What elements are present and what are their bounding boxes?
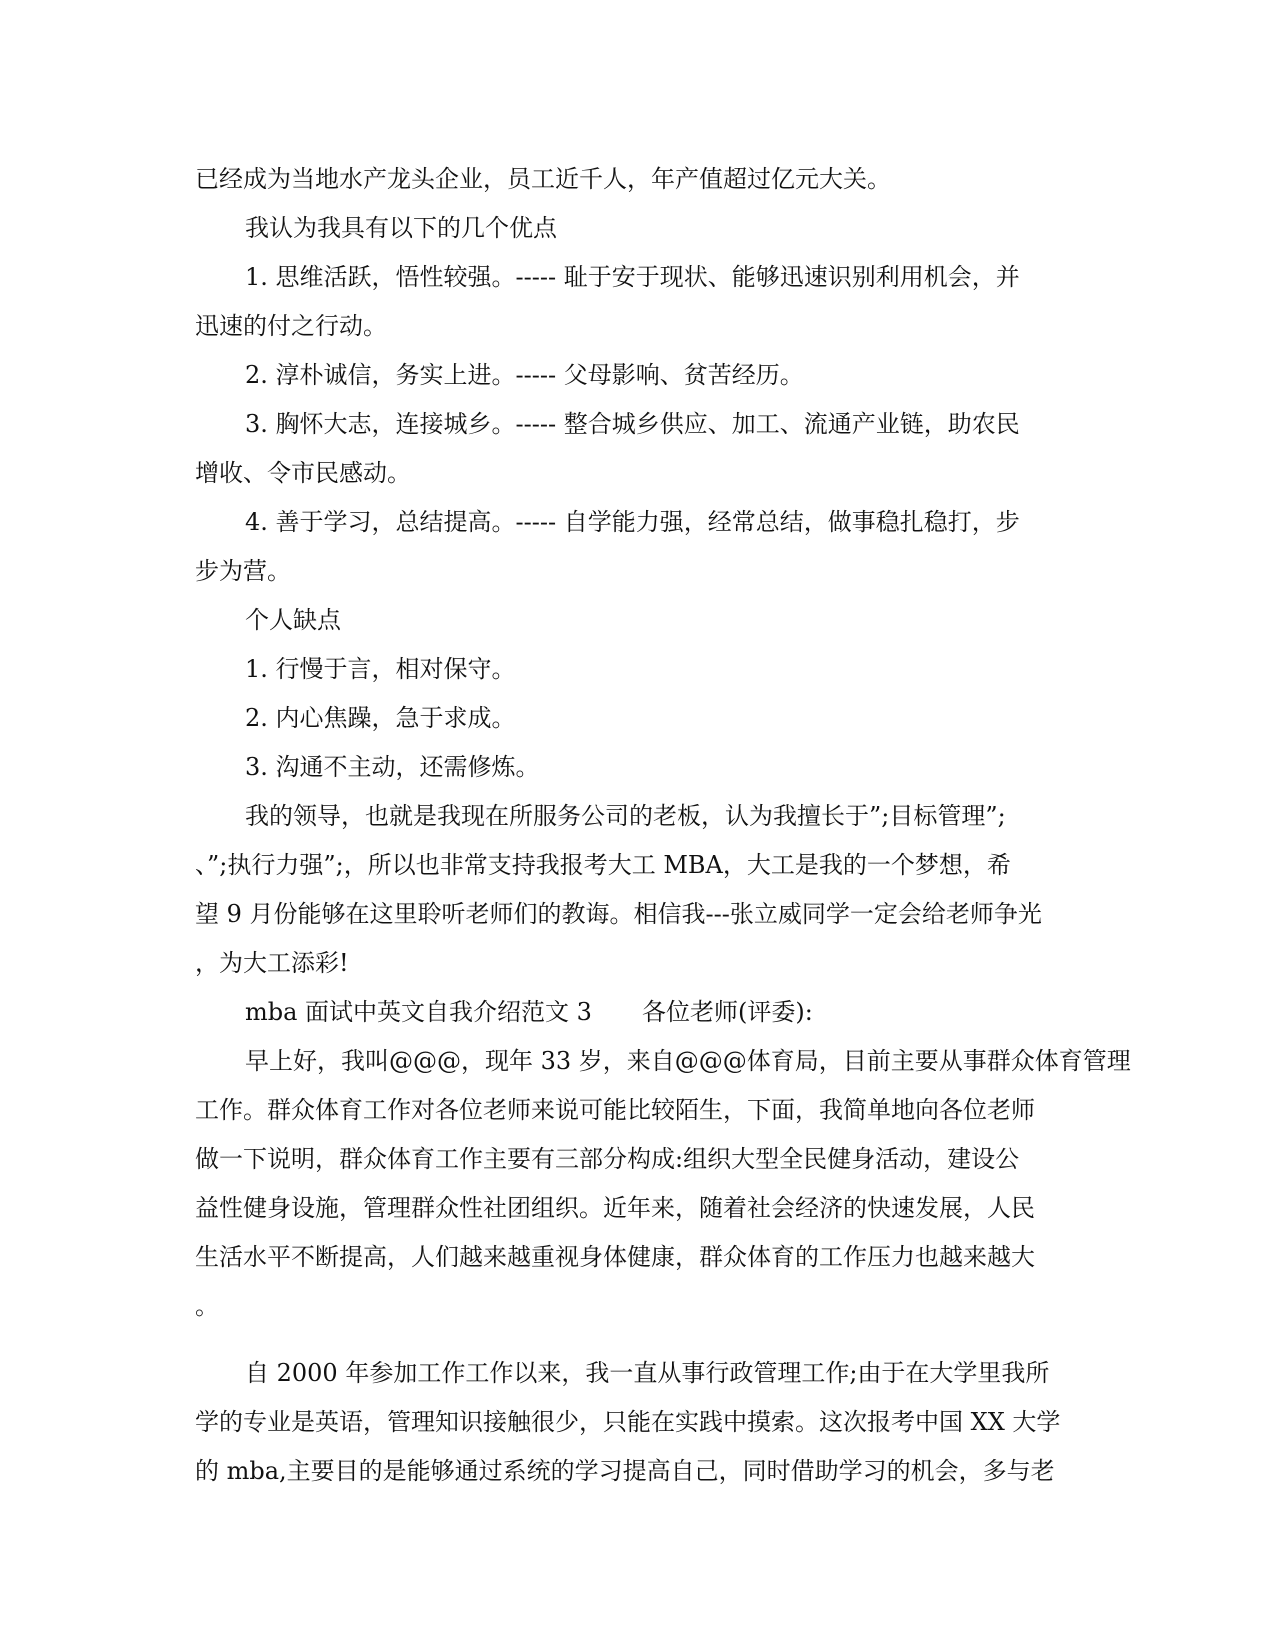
paragraph-gap — [195, 1331, 1080, 1349]
text-line: 已经成为当地水产龙头企业，员工近千人，年产值超过亿元大关。 — [195, 165, 891, 193]
text-line: 2. 淳朴诚信，务实上进。----- 父母影响、贫苦经历。 — [245, 361, 804, 389]
text-line: 增收、令市民感动。 — [195, 459, 411, 487]
section-title-line — [195, 988, 1080, 1037]
text-line: 4. 善于学习，总结提高。----- 自学能力强，经常总结，做事稳扎稳打，步 — [245, 508, 1020, 536]
salutation: 各位老师(评委): — [641, 998, 813, 1026]
weaknesses-heading: 个人缺点 — [245, 606, 341, 634]
advantages-heading: 我认为我具有以下的几个优点 — [245, 214, 557, 242]
text-line: 我的领导，也就是我现在所服务公司的老板，认为我擅长于”;目标管理”; — [245, 802, 1006, 830]
text-line: 1. 行慢于言，相对保守。 — [245, 655, 516, 683]
text-line: 的 mba,主要目的是能够通过系统的学习提高自己，同时借助学习的机会，多与老 — [195, 1457, 1055, 1485]
text-line: 1. 思维活跃，悟性较强。----- 耻于安于现状、能够迅速识别利用机会，并 — [245, 263, 1020, 291]
text-line: 。 — [195, 1292, 219, 1320]
section-title: mba 面试中英文自我介绍范文 3 — [245, 998, 592, 1026]
text-line: 学的专业是英语，管理知识接触很少，只能在实践中摸索。这次报考中国 XX 大学 — [195, 1408, 1061, 1436]
text-line: 、”;执行力强”;，所以也非常支持我报考大工 MBA，大工是我的一个梦想，希 — [195, 851, 1011, 879]
text-line: ，为大工添彩! — [195, 949, 349, 977]
text-line: 迅速的付之行动。 — [195, 312, 387, 340]
text-line: 早上好，我叫@@@，现年 33 岁，来自@@@体育局，目前主要从事群众体育管理 — [245, 1047, 1131, 1075]
text-line: 步为营。 — [195, 557, 291, 585]
document-body — [195, 155, 1131, 1496]
text-line: 3. 胸怀大志，连接城乡。----- 整合城乡供应、加工、流通产业链，助农民 — [245, 410, 1020, 438]
text-line: 3. 沟通不主动，还需修炼。 — [245, 753, 540, 781]
text-line: 2. 内心焦躁，急于求成。 — [245, 704, 516, 732]
text-line: 益性健身设施，管理群众性社团组织。近年来，随着社会经济的快速发展，人民 — [195, 1194, 1035, 1222]
text-line: 工作。群众体育工作对各位老师来说可能比较陌生，下面，我简单地向各位老师 — [195, 1096, 1035, 1124]
text-line: 望 9 月份能够在这里聆听老师们的教诲。相信我---张立威同学一定会给老师争光 — [195, 900, 1042, 928]
text-line: 做一下说明，群众体育工作主要有三部分构成:组织大型全民健身活动，建设公 — [195, 1145, 1020, 1173]
text-line: 生活水平不断提高，人们越来越重视身体健康，群众体育的工作压力也越来越大 — [195, 1243, 1035, 1271]
text-line: 自 2000 年参加工作工作以来，我一直从事行政管理工作;由于在大学里我所 — [245, 1359, 1050, 1387]
